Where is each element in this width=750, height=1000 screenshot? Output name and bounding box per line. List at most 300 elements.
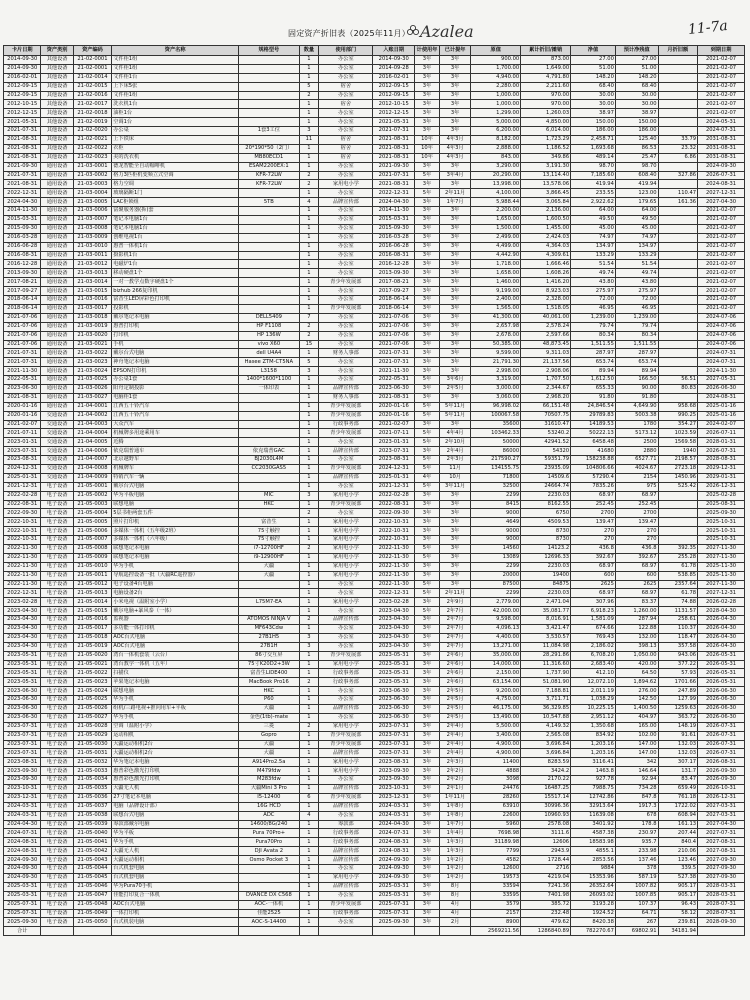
- table-cell: 青少年发展部: [319, 304, 373, 313]
- table-cell: MF643Cdw: [239, 625, 299, 634]
- table-cell: 91.80: [571, 393, 616, 402]
- table-cell: 3年: [415, 678, 440, 687]
- table-cell: 13089: [471, 553, 521, 562]
- table-cell: [239, 393, 299, 402]
- table-cell: 1: [299, 242, 319, 251]
- table-cell: 72.00: [571, 296, 616, 305]
- table-cell: 270: [571, 536, 616, 545]
- table-cell: 2,344.67: [521, 384, 571, 393]
- table-cell: 其他设备: [41, 136, 73, 145]
- column-header: 原值: [471, 46, 521, 56]
- table-cell: 电子设备: [41, 882, 73, 891]
- table-cell: 品牌宣传部: [319, 473, 373, 482]
- table-cell: 3年: [415, 713, 440, 722]
- table-cell: 230.97: [615, 829, 658, 838]
- table-cell: 其他设备: [41, 91, 73, 100]
- table-cell: 2015-03-31: [4, 216, 41, 225]
- table-cell: 通用设备: [41, 198, 73, 207]
- table-cell: KFR-72LW: [239, 180, 299, 189]
- table-cell: 1: [299, 64, 319, 73]
- table-cell: 办公室: [319, 224, 373, 233]
- table-cell: 3年: [440, 233, 471, 242]
- table-cell: 2014-11-30: [373, 207, 415, 216]
- table-cell: 659.49: [658, 785, 698, 794]
- table-cell: 富昔生: [239, 518, 299, 527]
- table-cell: 8730: [521, 536, 571, 545]
- table-cell: 31189.98: [471, 838, 521, 847]
- table-cell: 49.50: [571, 216, 616, 225]
- table-cell: 2017-09-27: [373, 287, 415, 296]
- table-cell: 1年3月: [440, 838, 471, 847]
- table-cell: 2024-03-31: [4, 811, 41, 820]
- table-cell: 2170.22: [521, 776, 571, 785]
- table-cell: 1: [299, 464, 319, 473]
- table-cell: 通用设备: [41, 358, 73, 367]
- table-row: [4, 598, 745, 607]
- table-cell: 3年: [440, 571, 471, 580]
- column-header: 卡片日期: [4, 46, 41, 56]
- table-cell: 行政事务部: [319, 829, 373, 838]
- table-cell: [319, 927, 373, 936]
- table-cell: 2020-01-16: [373, 402, 415, 411]
- table-cell: 5003.38: [615, 411, 658, 420]
- table-row: [4, 793, 745, 802]
- table-cell: 68.40: [615, 82, 658, 91]
- table-cell: 1: [299, 536, 319, 545]
- table-cell: 22600: [471, 811, 521, 820]
- table-cell: 华为平板: [112, 829, 239, 838]
- table-cell: 4,791.80: [521, 73, 571, 82]
- table-cell: 147.00: [615, 740, 658, 749]
- table-cell: 2230.03: [521, 589, 571, 598]
- table-cell: 1,299.00: [471, 109, 521, 118]
- table-cell: 86000: [471, 447, 521, 456]
- table-cell: 1: [299, 73, 319, 82]
- table-cell: [239, 224, 299, 233]
- table-cell: 5年: [415, 411, 440, 420]
- table-cell: 45.00: [615, 224, 658, 233]
- table-cell: 339.5: [658, 865, 698, 874]
- table-cell: 2012-09-15: [4, 91, 41, 100]
- table-cell: 2022-08-31: [373, 500, 415, 509]
- table-cell: 11400: [471, 758, 521, 767]
- table-cell: 5,000.00: [471, 118, 521, 127]
- table-cell: 2020-01-16: [373, 411, 415, 420]
- table-cell: 655.33: [571, 384, 616, 393]
- table-cell: 2024-08-31: [698, 180, 745, 189]
- table-cell: 412.10: [571, 669, 616, 678]
- table-cell: 158238.88: [571, 456, 616, 465]
- table-cell: 404.97: [615, 713, 658, 722]
- table-cell: 3年: [415, 260, 440, 269]
- table-cell: 2月: [440, 918, 471, 927]
- table-cell: 2023-08-31: [373, 456, 415, 465]
- table-cell: 2021-05-31: [4, 118, 41, 127]
- table-cell: Pura70Pro: [239, 838, 299, 847]
- table-cell: 佳能2525: [239, 909, 299, 918]
- table-cell: 3年: [415, 776, 440, 785]
- table-cell: 5,988.44: [471, 198, 521, 207]
- table-cell: 1,650.00: [471, 216, 521, 225]
- table-cell: 1701.66: [658, 678, 698, 687]
- table-row: [4, 456, 745, 465]
- table-cell: 43.80: [571, 278, 616, 287]
- table-cell: 电子设备: [41, 509, 73, 518]
- table-row: [4, 136, 745, 145]
- table-cell: 2299: [471, 589, 521, 598]
- table-row: [4, 393, 745, 402]
- table-cell: 2028-07-31: [698, 909, 745, 918]
- table-row: [4, 82, 745, 91]
- table-cell: 1: [299, 731, 319, 740]
- table-cell: 家用电小学: [319, 518, 373, 527]
- table-row: [4, 198, 745, 207]
- table-cell: 办公室: [319, 331, 373, 340]
- table-cell: MacBook Pro16: [239, 678, 299, 687]
- table-cell: 12742.86: [571, 793, 616, 802]
- table-cell: 3年: [440, 349, 471, 358]
- table-cell: 51.00: [571, 64, 616, 73]
- table-cell: 办公室: [319, 189, 373, 198]
- table-cell: 1: [299, 562, 319, 571]
- table-cell: 1,737.90: [521, 669, 571, 678]
- table-cell: 2016-12-28: [373, 260, 415, 269]
- table-cell: 通用设备: [41, 171, 73, 180]
- table-cell: 1: [299, 580, 319, 589]
- table-cell: 3年: [440, 420, 471, 429]
- table-cell: 2021-08-31: [4, 180, 41, 189]
- table-cell: 990.25: [658, 411, 698, 420]
- table-cell: 3111.6: [521, 829, 571, 838]
- table-cell: 2026-05-31: [698, 660, 745, 669]
- table-cell: 385.72: [521, 900, 571, 909]
- table-cell: 大疆运动相机2台: [112, 749, 239, 758]
- table-cell: 办公室: [319, 456, 373, 465]
- table-cell: 电子设备: [41, 865, 73, 874]
- table-cell: 3年: [415, 447, 440, 456]
- table-cell: 21-05-0020: [73, 651, 112, 660]
- table-cell: 23.32: [658, 144, 698, 153]
- table-cell: 3年: [415, 162, 440, 171]
- table-cell: 1,612.50: [571, 376, 616, 385]
- table-cell: 电子设备: [41, 820, 73, 829]
- table-cell: 104806.66: [571, 464, 616, 473]
- table-cell: [415, 927, 440, 936]
- table-cell: 1: [299, 820, 319, 829]
- table-cell: 办公室: [319, 776, 373, 785]
- table-cell: 电子设备: [41, 616, 73, 625]
- table-cell: 33595: [471, 891, 521, 900]
- table-cell: 1: [299, 589, 319, 598]
- table-cell: 5年: [415, 438, 440, 447]
- table-cell: 宿舍: [319, 153, 373, 162]
- table-cell: 12,072.10: [571, 678, 616, 687]
- table-cell: 2: [299, 678, 319, 687]
- table-cell: 运动相机: [112, 731, 239, 740]
- table-cell: 通用设备: [41, 376, 73, 385]
- table-cell: [239, 473, 299, 482]
- table-cell: [239, 100, 299, 109]
- table-cell: 3,400.00: [471, 731, 521, 740]
- table-cell: 2017-09-27: [4, 287, 41, 296]
- table-cell: 3年: [415, 491, 440, 500]
- table-cell: 通用设备: [41, 162, 73, 171]
- table-cell: 21-03-0011: [73, 251, 112, 260]
- table-row: [4, 153, 745, 162]
- table-cell: 3年: [440, 509, 471, 518]
- table-cell: 10年: [415, 144, 440, 153]
- table-cell: 134.97: [571, 242, 616, 251]
- table-cell: 2023-07-31: [373, 447, 415, 456]
- table-cell: 2021-08-31: [373, 393, 415, 402]
- table-cell: 2023-07-31: [4, 731, 41, 740]
- table-cell: 其他设备: [41, 100, 73, 109]
- table-cell: 66,151.48: [521, 402, 571, 411]
- table-cell: 3年: [415, 891, 440, 900]
- table-cell: 1,350.68: [571, 722, 616, 731]
- table-cell: 2016-03-28: [4, 233, 41, 242]
- table-cell: 9000: [471, 536, 521, 545]
- table-cell: [658, 118, 698, 127]
- table-cell: 筹款部: [319, 820, 373, 829]
- table-cell: 5960: [471, 820, 521, 829]
- table-cell: 2018-06-14: [373, 296, 415, 305]
- table-cell: 1,565.00: [471, 304, 521, 313]
- table-cell: 青少年发展部: [319, 500, 373, 509]
- table-row: [4, 464, 745, 473]
- table-row: [4, 642, 745, 651]
- table-cell: 7,188.81: [521, 687, 571, 696]
- table-cell: 1023.59: [658, 429, 698, 438]
- table-cell: 587.19: [615, 873, 658, 882]
- table-cell: 398.13: [615, 642, 658, 651]
- table-cell: 2016-12-28: [4, 260, 41, 269]
- table-cell: 2943.9: [521, 847, 571, 856]
- table-cell: 4582: [471, 856, 521, 865]
- table-cell: 2021-07-31: [4, 358, 41, 367]
- table-cell: 1,000.00: [471, 100, 521, 109]
- column-header: 使用部门: [319, 46, 373, 56]
- table-cell: 3年: [415, 758, 440, 767]
- table-cell: 青少年发展部: [319, 411, 373, 420]
- table-cell: 6,014.00: [521, 127, 571, 136]
- table-cell: 2,908.06: [521, 367, 571, 376]
- table-cell: 通用设备: [41, 242, 73, 251]
- table-cell: 办公室: [319, 589, 373, 598]
- table-cell: 电子设备: [41, 589, 73, 598]
- table-cell: 2021-08-31: [4, 144, 41, 153]
- table-cell: 21-03-0020: [73, 331, 112, 340]
- table-cell: 2026-07-31: [698, 749, 745, 758]
- table-cell: 其他设备: [41, 56, 73, 65]
- table-cell: 30.00: [615, 91, 658, 100]
- table-cell: 2025-02-28: [698, 491, 745, 500]
- table-cell: 69802.91: [615, 927, 658, 936]
- table-cell: 2025-11-30: [698, 571, 745, 580]
- table-cell: 21-02-0001: [73, 64, 112, 73]
- table-cell: 1,460.00: [471, 278, 521, 287]
- table-cell: 5年11月: [440, 402, 471, 411]
- table-cell: 扫描仪: [112, 669, 239, 678]
- table-row: [4, 376, 745, 385]
- table-cell: 富聚服务器(拆)套: [112, 207, 239, 216]
- table-cell: 392.67: [615, 553, 658, 562]
- table-cell: 品牌宣传部: [319, 447, 373, 456]
- table-cell: 2017-08-21: [4, 278, 41, 287]
- table-cell: 2022-11-30: [4, 571, 41, 580]
- table-cell: 办公室: [319, 322, 373, 331]
- table-cell: 宿舍: [319, 144, 373, 153]
- table-row: [4, 189, 745, 198]
- table-cell: 2021-08-31: [373, 144, 415, 153]
- table-cell: 2,136.00: [521, 207, 571, 216]
- table-cell: vivo X60: [239, 340, 299, 349]
- table-cell: 4855.1: [571, 847, 616, 856]
- table-cell: 5年: [415, 544, 440, 553]
- column-header: 数量: [299, 46, 319, 56]
- table-cell: 2年5月: [440, 687, 471, 696]
- table-row: [4, 776, 745, 785]
- table-cell: 35600: [471, 420, 521, 429]
- table-cell: [239, 242, 299, 251]
- table-cell: 2021-07-31: [4, 127, 41, 136]
- table-cell: 办公室: [319, 171, 373, 180]
- table-cell: 3116.41: [571, 758, 616, 767]
- table-cell: 8730: [521, 527, 571, 536]
- table-cell: 21-05-0007: [73, 536, 112, 545]
- table-cell: 2023-04-30: [4, 607, 41, 616]
- table-cell: 21-04-0008: [73, 464, 112, 473]
- table-cell: 其他设备: [41, 82, 73, 91]
- table-cell: 电子设备: [41, 651, 73, 660]
- table-cell: 2024-03-31: [373, 802, 415, 811]
- table-cell: 21-02-0014: [73, 73, 112, 82]
- table-cell: 2,951.12: [571, 713, 616, 722]
- table-cell: 21-05-0009: [73, 553, 112, 562]
- table-cell: 3年: [415, 909, 440, 918]
- table-cell: 2026-07-31: [698, 731, 745, 740]
- table-row: [4, 242, 745, 251]
- table-cell: 2024-08-31: [373, 838, 415, 847]
- table-cell: 905.17: [658, 891, 698, 900]
- table-cell: 2: [299, 509, 319, 518]
- table-cell: 2025-07-31: [373, 900, 415, 909]
- table-cell: 2024-09-30: [4, 865, 41, 874]
- table-cell: 2021-02-07: [698, 269, 745, 278]
- table-cell: 74.97: [571, 233, 616, 242]
- table-cell: 品牌宣传部: [319, 847, 373, 856]
- table-cell: 21-04-0001: [73, 402, 112, 411]
- table-cell: 2027-05-31: [698, 376, 745, 385]
- table-cell: 3年: [440, 500, 471, 509]
- table-cell: 3年: [440, 331, 471, 340]
- table-cell: 20000: [471, 571, 521, 580]
- table-cell: 3年: [415, 340, 440, 349]
- table-cell: 3年: [415, 198, 440, 207]
- table-cell: 办公室: [319, 296, 373, 305]
- table-cell: 1: [299, 713, 319, 722]
- table-cell: 其他设备: [41, 64, 73, 73]
- table-cell: [658, 180, 698, 189]
- table-cell: 2154: [615, 473, 658, 482]
- table-cell: 2018-06-14: [4, 296, 41, 305]
- table-cell: 通用设备: [41, 278, 73, 287]
- table-cell: 91.80: [615, 393, 658, 402]
- table-cell: 3年: [415, 918, 440, 927]
- table-cell: 空调（温附小学）: [112, 722, 239, 731]
- table-cell: 交通设备: [41, 456, 73, 465]
- table-cell: 5年: [415, 580, 440, 589]
- table-cell: 9,200.00: [471, 687, 521, 696]
- table-cell: 3年: [415, 900, 440, 909]
- table-cell: 办公室: [319, 127, 373, 136]
- table-cell: 2年5月: [440, 384, 471, 393]
- table-cell: 4年: [415, 473, 440, 482]
- table-cell: 办公室: [319, 891, 373, 900]
- table-cell: 3,696.84: [521, 740, 571, 749]
- table-cell: 2年4月: [440, 731, 471, 740]
- table-cell: 110.47: [658, 189, 698, 198]
- table-cell: 2027-04-30: [698, 820, 745, 829]
- table-cell: 30.00: [571, 91, 616, 100]
- table-cell: 3年: [415, 216, 440, 225]
- table-cell: 2023-04-30: [4, 642, 41, 651]
- table-cell: 2025-11-30: [698, 562, 745, 571]
- table-cell: 255.28: [658, 553, 698, 562]
- table-cell: 办公室: [319, 687, 373, 696]
- table-cell: 21-05-0001: [73, 482, 112, 491]
- table-cell: 3年: [415, 91, 440, 100]
- table-cell: 办公室: [319, 358, 373, 367]
- table-cell: 品牌宣传部: [319, 749, 373, 758]
- table-cell: 一对一教学点数字硬盘1个: [112, 278, 239, 287]
- table-cell: 2024-09-30: [4, 873, 41, 882]
- table-cell: 4,649.90: [615, 402, 658, 411]
- table-cell: 270: [571, 527, 616, 536]
- table-cell: 办公室: [319, 482, 373, 491]
- table-cell: 2015-09-30: [373, 224, 415, 233]
- table-cell: 电子设备: [41, 767, 73, 776]
- table-row: [4, 349, 745, 358]
- table-cell: 761.18: [658, 793, 698, 802]
- table-cell: 5,500.00: [471, 722, 521, 731]
- table-cell: M479fdw: [239, 767, 299, 776]
- table-cell: 筹款部戴尔电脑: [112, 820, 239, 829]
- table-cell: 德龙智能全自动咖啡机: [112, 162, 239, 171]
- table-cell: 2022-02-28: [4, 491, 41, 500]
- table-cell: 电子设备: [41, 909, 73, 918]
- table-cell: 1: [299, 304, 319, 313]
- table-cell: 1924.52: [571, 909, 616, 918]
- table-cell: 21-03-0026: [73, 384, 112, 393]
- table-cell: 21-05-0003: [73, 500, 112, 509]
- table-cell: 2012-09-15: [373, 82, 415, 91]
- table-cell: 21-03-0021: [73, 340, 112, 349]
- table-cell: 3年: [415, 660, 440, 669]
- table-row: [4, 678, 745, 687]
- table-cell: 1: [299, 402, 319, 411]
- table-row: [4, 269, 745, 278]
- table-cell: 3年: [415, 616, 440, 625]
- table-cell: 3年: [415, 722, 440, 731]
- table-cell: 办公室: [319, 918, 373, 927]
- table-cell: 2027-08-31: [698, 838, 745, 847]
- table-cell: [239, 56, 299, 65]
- table-cell: 电子设备: [41, 749, 73, 758]
- table-cell: 打印机: [112, 331, 239, 340]
- table-cell: 2,779.00: [471, 598, 521, 607]
- table-cell: 59351.79: [521, 456, 571, 465]
